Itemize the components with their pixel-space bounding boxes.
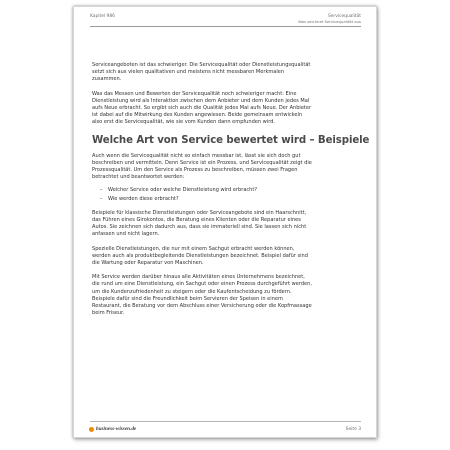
list-item-text: Wie werden diese erbracht?: [108, 195, 179, 202]
paragraph-intro: Serviceangeboten ist das schwieriger. Die Servicequalität oder Dienstleistungsqualität setzt sich aus vielen qualitativen und meistens nicht messbaren Merkmalen zusammen.: [92, 62, 311, 83]
page-body: [92, 62, 370, 324]
paragraph-measurement: Was das Messen und Bewerten der Servicequalität noch schwieriger macht: Eine Dienstleistung wird als Interaktion zwischen dem Anbieter und dem Kunden jedes Mal aufs Neue erbracht. So ergibt sich auch die Qualität jedes Mal aufs Neue. Der Anbieter ist dabei auf die Mitwirkung des Kunden angewiesen. Beide gemeinsam entwickeln also erst die Servicequalität, wie sie vom Kunden dann empfunden wird.: [92, 90, 312, 126]
list-item: [100, 186, 354, 194]
list-item: [100, 195, 354, 203]
header-subtitle: Was zeichnet Servicequalität aus: [298, 19, 361, 25]
question-list: [100, 186, 354, 202]
logo-dot-icon: [89, 427, 94, 432]
list-marker: –: [100, 195, 103, 202]
list-marker: –: [100, 187, 103, 194]
paragraph-process: Auch wenn die Servicequalität nicht so einfach messbar ist, lässt sie sich doch gut beschreiben und vermitteln. Denn Service ist ein Prozess, und Servicequalität zeigt die Prozessqualität. Um den Service als Prozess zu beschreiben, müssen zwei Fragen betrachtet und beantwortet werden:: [92, 152, 312, 181]
section-heading: Welche Art von Service bewertet wird – Beispiele: [92, 134, 370, 146]
header-title: Servicequalität: [327, 14, 361, 19]
paragraph-product-services: Spezielle Dienstleistungen, die nur mit einem Sachgut erbracht werden können, werden auch als produktbegleitende Dienstleistungen bezeichnet. Beispiel dafür sind die Wartung oder Reparatur von Maschinen.: [92, 245, 308, 267]
footer-divider: [90, 421, 361, 422]
document-page: [73, 6, 377, 438]
paragraph-service-activities: Mit Service werden darüber hinaus alle Aktivitäten eines Unternehmens bezeichnet, die rund um eine Dienstleistung, ein Sachgut oder einen Prozess durchgeführt werden, um die Kundenzufriedenheit zu steigern oder die Kaufentscheidung zu fördern. Beispiele dafür sind die Freundlichkeit beim Servieren der Speisen in einem Restaurant, die Beratung vor dem Abschluss einer Versicherung oder die Kopfmassage beim Friseur.: [92, 274, 312, 317]
page-number: Seite 3: [345, 427, 361, 432]
header-title-block: [298, 14, 361, 25]
footer-logo: [89, 426, 136, 432]
logo-text: business-wissen.de: [96, 426, 137, 432]
list-item-text: Welcher Service oder welche Dienstleistung wird erbracht?: [108, 187, 258, 194]
header-divider: [90, 26, 361, 27]
header-chapter: Kapitel 986: [90, 14, 115, 19]
paragraph-examples: Beispiele für klassische Dienstleistungen oder Serviceangebote sind ein Haarschnitt, das Führen eines Girokontos, die Beratung eines Klienten oder die Reparatur eines Autos. Sie zeichnen sich dadurch aus, dass sie immateriell sind. Sie lassen sich nicht anfassen und nicht lagern.: [92, 209, 307, 238]
